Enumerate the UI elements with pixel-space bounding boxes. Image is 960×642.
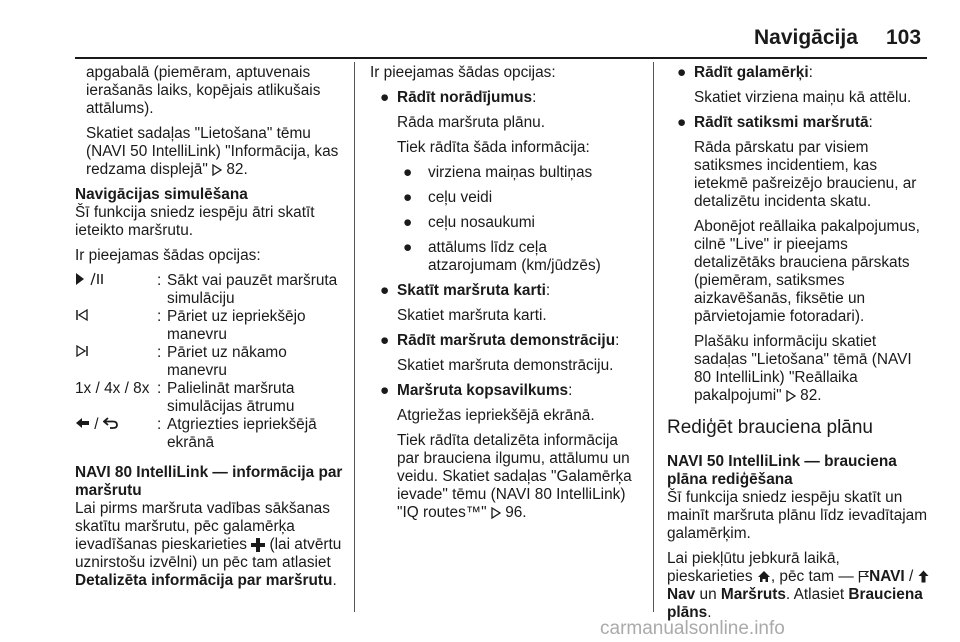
list-item: ● ceļu nosaukumi <box>403 214 535 231</box>
paragraph: Lai pirms maršruta vadības sākšanas skatītu maršrutu, pēc galamērķa ievadīšanas pieskarieties (lai atvērtu uznirstošu izvēlni) un pēc tam atlasiet Detalizēta informācija par maršrutu. <box>75 500 342 589</box>
list-item: ● Rādīt maršruta demonstrāciju: <box>380 332 620 349</box>
column-3 <box>667 64 929 629</box>
list-item: ● Rādīt galamērķi: <box>677 64 813 81</box>
watermark: carmanualsonline.info <box>600 618 785 639</box>
paragraph: Plašāku informāciju skatiet sadaļas "Lietošana" tēmā (NAVI 80 IntelliLink) "Reāllaika pakalpojumi" 82. <box>694 333 912 404</box>
paragraph: Rāda pārskatu par visiem satiksmes incidentiem, kas ietekmē pašreizējo braucienu, ar detalizētu incidenta skatu. <box>694 139 917 210</box>
column-2 <box>370 64 636 529</box>
subheading: NAVI 80 IntelliLink — informācija par maršrutu <box>75 464 343 499</box>
paragraph: Šī funkcija sniedz iespēju ātri skatīt ieteikto maršrutu. <box>75 204 315 239</box>
page-header-title: Navigācija <box>754 26 858 49</box>
skip-forward-icon <box>75 344 89 358</box>
paragraph: Skatiet maršruta demonstrāciju. <box>397 357 614 374</box>
paragraph: Skatiet sadaļas "Lietošana" tēmu (NAVI 50 IntelliLink) "Informācija, kas redzama displejā" 82. <box>86 125 339 178</box>
triangle-ref-icon <box>212 164 222 176</box>
skip-back-icon <box>75 308 89 322</box>
paragraph: Ir pieejamas šādas opcijas: <box>75 247 261 264</box>
subheading: NAVI 50 IntelliLink — brauciena plāna rediģēšana <box>667 453 897 488</box>
paragraph: Atgriežas iepriekšējā ekrānā. <box>397 407 595 424</box>
triangle-ref-icon <box>491 507 501 519</box>
paragraph: apgabalā (piemēram, aptuvenais ierašanās laiks, kopējais atlikušais attālums). <box>86 64 321 117</box>
paragraph: Tiek rādīta detalizēta informācija par brauciena ilgumu, attālumu un veidu. Skatiet sadaļas "Galamērķa ievade" tēmu (NAVI 80 IntelliLink) "IQ routes™" 96. <box>397 432 632 521</box>
list-item: ● Skatīt maršruta karti: <box>380 282 551 299</box>
table-row: / : Atgriezties iepriekšējā ekrānā <box>75 416 343 452</box>
list-item: ● attālums līdz ceļa atzarojumam (km/jūdzēs) <box>403 239 601 274</box>
play-pause-icon <box>75 272 105 286</box>
paragraph: Šī funkcija sniedz iespēju skatīt un mainīt maršruta plānu līdz ievadītajam galamērķim. <box>667 489 928 542</box>
paragraph: Abonējot reāllaika pakalpojumus, cilnē "Live" ir pieejams detalizētāks brauciena pārskats (piemēram, satiksmes aizkavēšanās, fiksētie un pārvietojamie fotoradari). <box>694 218 920 325</box>
paragraph: Lai piekļūtu jebkurā laikā, pieskarieties , pēc tam — NAVI / Nav un Maršruts. Atlasiet Brauciena plāns. <box>667 550 929 622</box>
return-arrow-icon <box>103 417 118 429</box>
section-heading: Rediģēt brauciena plānu <box>667 417 873 438</box>
page-number: 103 <box>886 26 922 49</box>
subheading: Navigācijas simulēšana <box>75 186 248 203</box>
paragraph: Ir pieejamas šādas opcijas: <box>370 64 556 81</box>
flag-icon <box>858 570 869 583</box>
paragraph: Rāda maršruta plānu. <box>397 114 545 131</box>
back-arrow-icon <box>75 417 90 429</box>
paragraph: Skatiet maršruta karti. <box>397 307 547 324</box>
column-divider <box>653 62 654 612</box>
list-item: ● Maršruta kopsavilkums: <box>380 382 573 399</box>
table-row: : Pāriet uz iepriekšējo manevru <box>75 308 343 344</box>
list-item: ● Rādīt satiksmi maršrutā: <box>677 114 873 131</box>
column-1 <box>75 64 343 597</box>
plus-icon <box>251 538 265 552</box>
table-row: : Pāriet uz nākamo manevru <box>75 344 343 380</box>
table-row: 1x / 4x / 8x : Palielināt maršruta simulācijas ātrumu <box>75 380 295 415</box>
table-row: : Sākt vai pauzēt maršruta simulāciju <box>75 272 343 308</box>
nav-arrow-icon <box>918 570 929 583</box>
list-item: ● ceļu veidi <box>403 189 493 206</box>
header-rule <box>75 57 927 59</box>
paragraph: Tiek rādīta šāda informācija: <box>397 139 590 156</box>
column-divider <box>354 62 355 612</box>
home-icon <box>757 570 771 583</box>
options-table <box>75 272 343 452</box>
triangle-ref-icon <box>786 390 796 402</box>
paragraph: Skatiet virziena maiņu kā attēlu. <box>694 89 912 106</box>
list-item: ● virziena maiņas bultiņas <box>403 164 593 181</box>
list-item: ● Rādīt norādījumus: <box>380 89 537 106</box>
